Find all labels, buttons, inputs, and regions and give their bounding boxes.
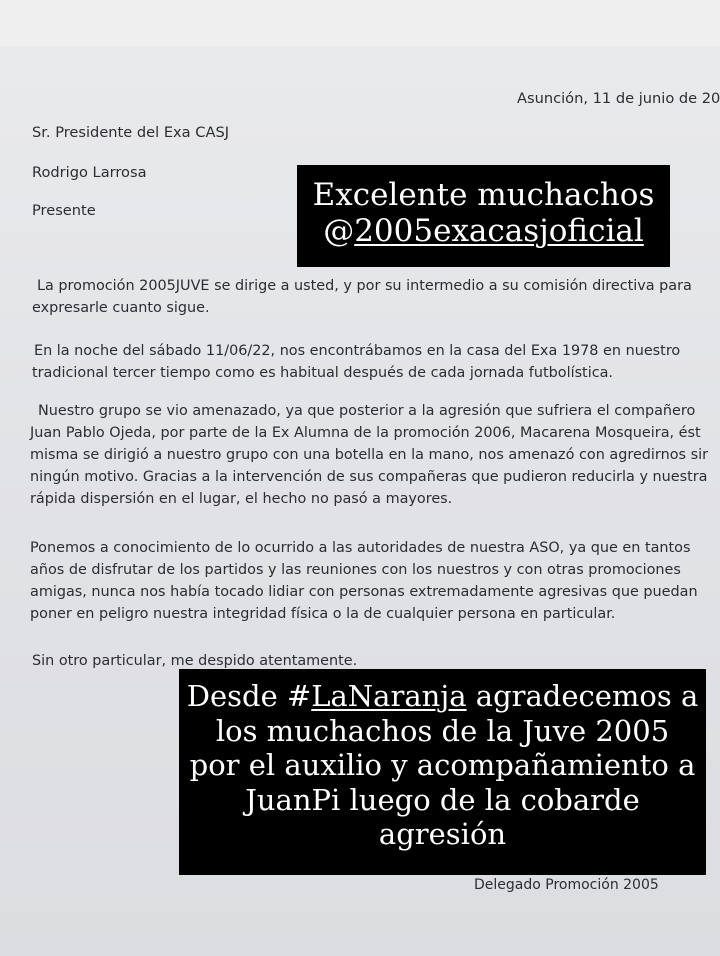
paragraph-line: La promoción 2005JUVE se dirige a usted, y por su intermedio a su comisión directiva para: [37, 278, 692, 294]
letter-closing: Sin otro particular, me despido atentamente.: [32, 653, 358, 669]
top-band: [0, 0, 720, 46]
paragraph-line: misma se dirigió a nuestro grupo con una botella en la mano, nos amenazó con agredirnos sir: [30, 447, 709, 463]
paragraph-line: años de disfrutar de los partidos y las reuniones con los nuestros y con otras promociones: [30, 562, 681, 578]
caption-suffix: agradecemos a: [466, 679, 699, 713]
paragraph-4: [30, 537, 698, 625]
caption-line: agresión: [378, 817, 507, 851]
caption-line: JuanPi luego de la cobarde: [245, 782, 640, 817]
paragraph-1: [32, 275, 692, 319]
caption-line: por el auxilio y acompañamiento a: [189, 748, 696, 782]
caption-overlay-top: [297, 165, 670, 267]
paragraph-line: rápida dispersión en el lugar, el hecho no pasó a mayores.: [30, 491, 453, 507]
paragraph-line: Juan Pablo Ojeda, por parte de la Ex Alumna de la promoción 2006, Macarena Mosqueira, ést: [30, 425, 701, 441]
paragraph-line: amigas, nunca nos había tocado lidiar con personas extremadamente agresivas que puedan: [30, 584, 698, 600]
paragraph-line: expresarle cuanto sigue.: [32, 300, 210, 316]
paragraph-3: [30, 400, 708, 510]
paragraph-line: tradicional tercer tiempo como es habitual después de cada jornada futbolística.: [32, 365, 614, 381]
paragraph-line: poner en peligro nuestra integridad física o la de cualquier persona en particular.: [30, 606, 616, 622]
caption-prefix: Desde #: [186, 679, 312, 713]
caption-line: [297, 213, 670, 249]
paragraph-line: Ponemos a conocimiento de lo ocurrido a las autoridades de nuestra ASO, ya que en tantos: [30, 540, 691, 556]
paragraph-line: ningún motivo. Gracias a la intervención de sus compañeras que pudieron reducirla y nuestra: [30, 469, 708, 485]
handle-prefix: @: [323, 213, 355, 249]
caption-line: los muchachos de la Juve 2005: [215, 713, 670, 748]
letter-signature: Delegado Promoción 2005: [474, 877, 659, 893]
letter-date: Asunción, 11 de junio de 20: [517, 90, 720, 107]
paragraph-2: [32, 340, 680, 384]
caption-line: [179, 679, 706, 714]
recipient-line-3: Presente: [32, 202, 96, 219]
caption-overlay-bottom: [179, 669, 706, 875]
paragraph-line: En la noche del sábado 11/06/22, nos encontrábamos en la casa del Exa 1978 en nuestro: [34, 343, 681, 359]
recipient-line-1: Sr. Presidente del Exa CASJ: [32, 124, 230, 141]
caption-line: Excelente muchachos: [312, 177, 655, 213]
paragraph-line: Nuestro grupo se vio amenazado, ya que posterior a la agresión que sufriera el compañero: [38, 403, 696, 419]
hashtag-link[interactable]: LaNaranja: [311, 679, 467, 713]
account-mention-link[interactable]: 2005exacasjoficial: [354, 213, 644, 249]
recipient-line-2: Rodrigo Larrosa: [32, 164, 147, 181]
